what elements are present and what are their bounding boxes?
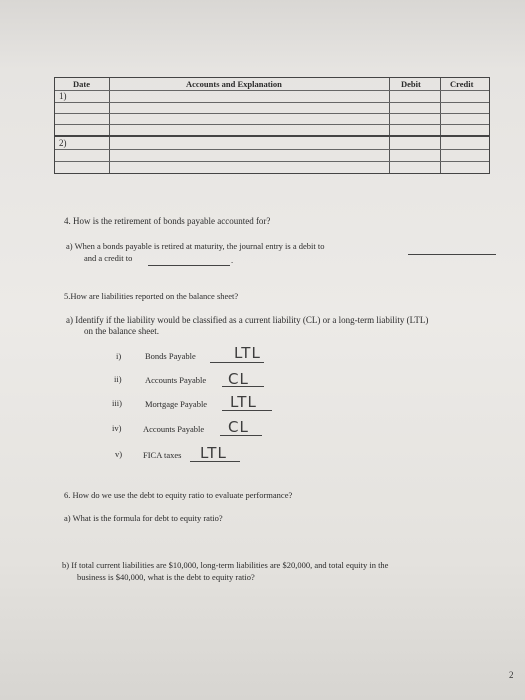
question-5a-line2: on the balance sheet. [84, 326, 159, 336]
question-5-title: 5.How are liabilities reported on the balance sheet? [64, 291, 239, 301]
item-label: Bonds Payable [145, 351, 196, 361]
answer-blank[interactable] [408, 254, 496, 255]
question-4-title: 4. How is the retirement of bonds payable accounted for? [64, 216, 271, 226]
table-divider [440, 78, 441, 173]
handwritten-answer: LTL [200, 444, 227, 462]
question-4a-line2: and a credit to [84, 253, 133, 263]
question-6-title: 6. How do we use the debt to equity ratio to evaluate performance? [64, 490, 293, 500]
question-4a-period: . [231, 255, 234, 265]
accounts-header: Accounts and Explanation [186, 79, 282, 89]
table-divider [389, 78, 390, 173]
question-5a-line1: a) Identify if the liability would be classified as a current liability (CL) or a long-term liability (LTL) [66, 315, 429, 325]
item-number: ii) [114, 374, 122, 384]
item-label: Mortgage Payable [145, 399, 208, 409]
entry-label: 1) [59, 91, 67, 101]
item-label: Accounts Payable [143, 424, 205, 434]
item-label: FICA taxes [143, 450, 182, 460]
table-rule [55, 90, 489, 91]
table-rule [55, 135, 489, 137]
item-label: Accounts Payable [145, 375, 207, 385]
journal-table [54, 77, 490, 174]
handwritten-answer: LTL [234, 344, 261, 362]
handwritten-answer: LTL [230, 393, 257, 411]
question-6b-line1: b) If total current liabilities are $10,000, long-term liabilities are $20,000, and total equity in the [62, 560, 389, 570]
table-rule [55, 161, 489, 162]
table-divider [109, 78, 110, 173]
entry-label: 2) [59, 138, 67, 148]
item-number: iv) [112, 423, 122, 433]
page-number: 2 [509, 670, 514, 680]
table-rule [55, 113, 489, 114]
table-rule [55, 124, 489, 125]
handwritten-answer: CL [228, 418, 249, 436]
table-rule [55, 149, 489, 150]
question-6b-line2: business is $40,000, what is the debt to equity ratio? [77, 572, 255, 582]
handwritten-answer: CL [228, 370, 249, 388]
answer-blank[interactable] [210, 362, 264, 363]
question-6a: a) What is the formula for debt to equity ratio? [64, 513, 223, 523]
item-number: v) [115, 449, 123, 459]
credit-header: Credit [450, 79, 474, 89]
date-header: Date [73, 79, 90, 89]
item-number: i) [116, 351, 122, 361]
answer-blank[interactable] [148, 265, 230, 266]
debit-header: Debit [401, 79, 421, 89]
question-4a-line1: a) When a bonds payable is retired at maturity, the journal entry is a debit to [66, 241, 325, 251]
table-rule [55, 102, 489, 103]
item-number: iii) [112, 398, 122, 408]
